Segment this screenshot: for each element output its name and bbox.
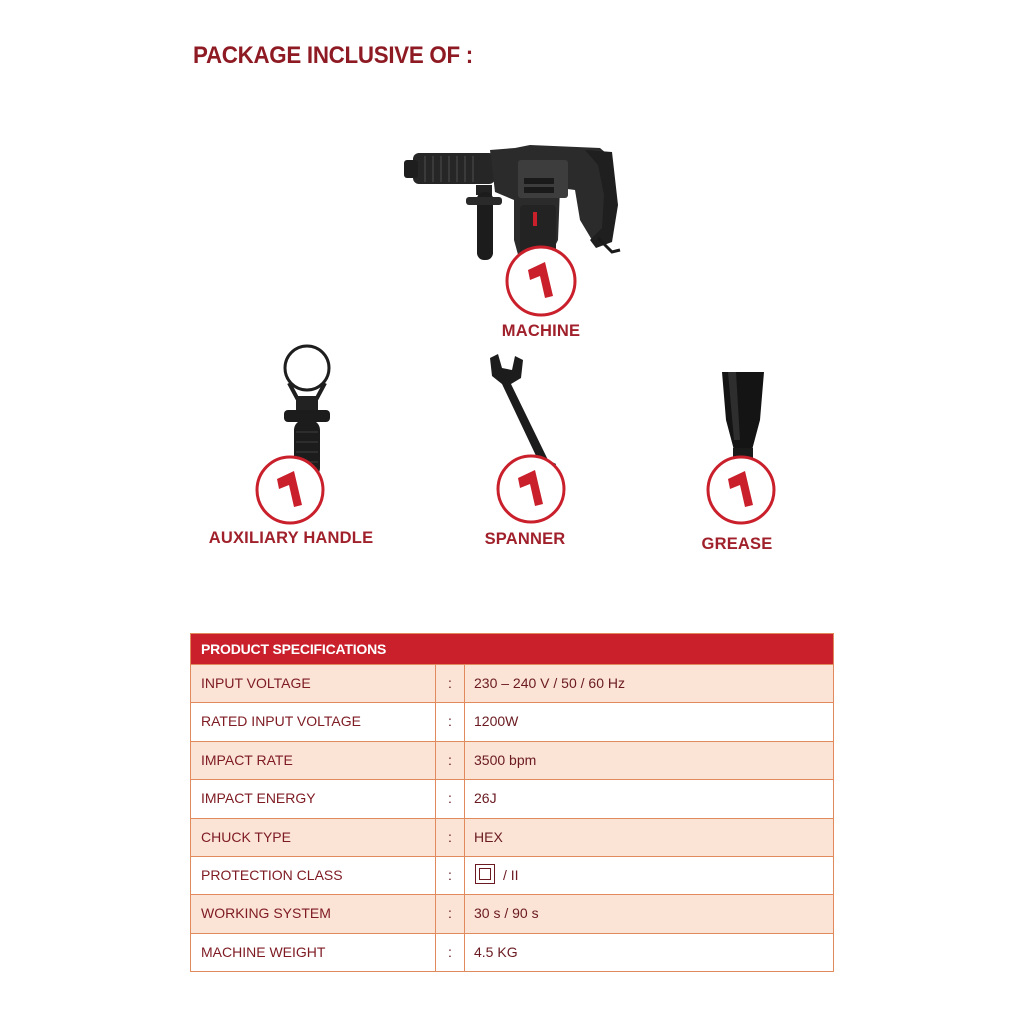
spec-value: 230 – 240 V / 50 / 60 Hz [474, 675, 625, 691]
spec-value: HEX [474, 828, 503, 845]
spec-label: PROTECTION CLASS [191, 857, 436, 894]
spec-separator: : [436, 857, 465, 894]
table-row [191, 741, 833, 779]
spec-separator: : [436, 780, 465, 817]
item-label-auxiliary-handle: AUXILIARY HANDLE [208, 529, 374, 547]
spec-value: 3500 bpm [474, 751, 537, 768]
protection-class-value: / II [503, 866, 519, 883]
spec-value: 4.5 KG [474, 943, 518, 960]
table-row [191, 779, 833, 817]
spec-value: 1200W [474, 713, 519, 730]
table-row [191, 894, 833, 932]
spec-value: 30 s / 90 s [474, 905, 539, 922]
page-title: PACKAGE INCLUSIVE OF : [193, 42, 473, 69]
spec-value [465, 857, 833, 894]
double-insulation-icon [475, 864, 495, 884]
specs-title: PRODUCT SPECIFICATIONS [191, 634, 833, 664]
spec-value: 26J [474, 790, 497, 807]
table-row [191, 818, 833, 856]
spec-label: IMPACT ENERGY [191, 780, 436, 817]
table-row [191, 856, 833, 894]
table-row [191, 933, 833, 971]
item-label-machine: MACHINE [501, 322, 581, 340]
spec-separator: : [436, 934, 465, 971]
spec-label: RATED INPUT VOLTAGE [191, 703, 436, 740]
spec-label: IMPACT RATE [191, 742, 436, 779]
product-specifications-table [190, 633, 834, 972]
spec-label: WORKING SYSTEM [191, 895, 436, 932]
item-label-grease: GREASE [701, 535, 773, 553]
spec-separator: : [436, 819, 465, 856]
table-row [191, 664, 833, 702]
spec-label: INPUT VOLTAGE [191, 665, 436, 702]
spec-separator: : [436, 665, 465, 702]
spec-separator: : [436, 703, 465, 740]
item-label-spanner: SPANNER [484, 530, 566, 548]
spec-label: CHUCK TYPE [191, 819, 436, 856]
table-row [191, 702, 833, 740]
spec-label: MACHINE WEIGHT [191, 934, 436, 971]
spec-separator: : [436, 742, 465, 779]
spec-separator: : [436, 895, 465, 932]
